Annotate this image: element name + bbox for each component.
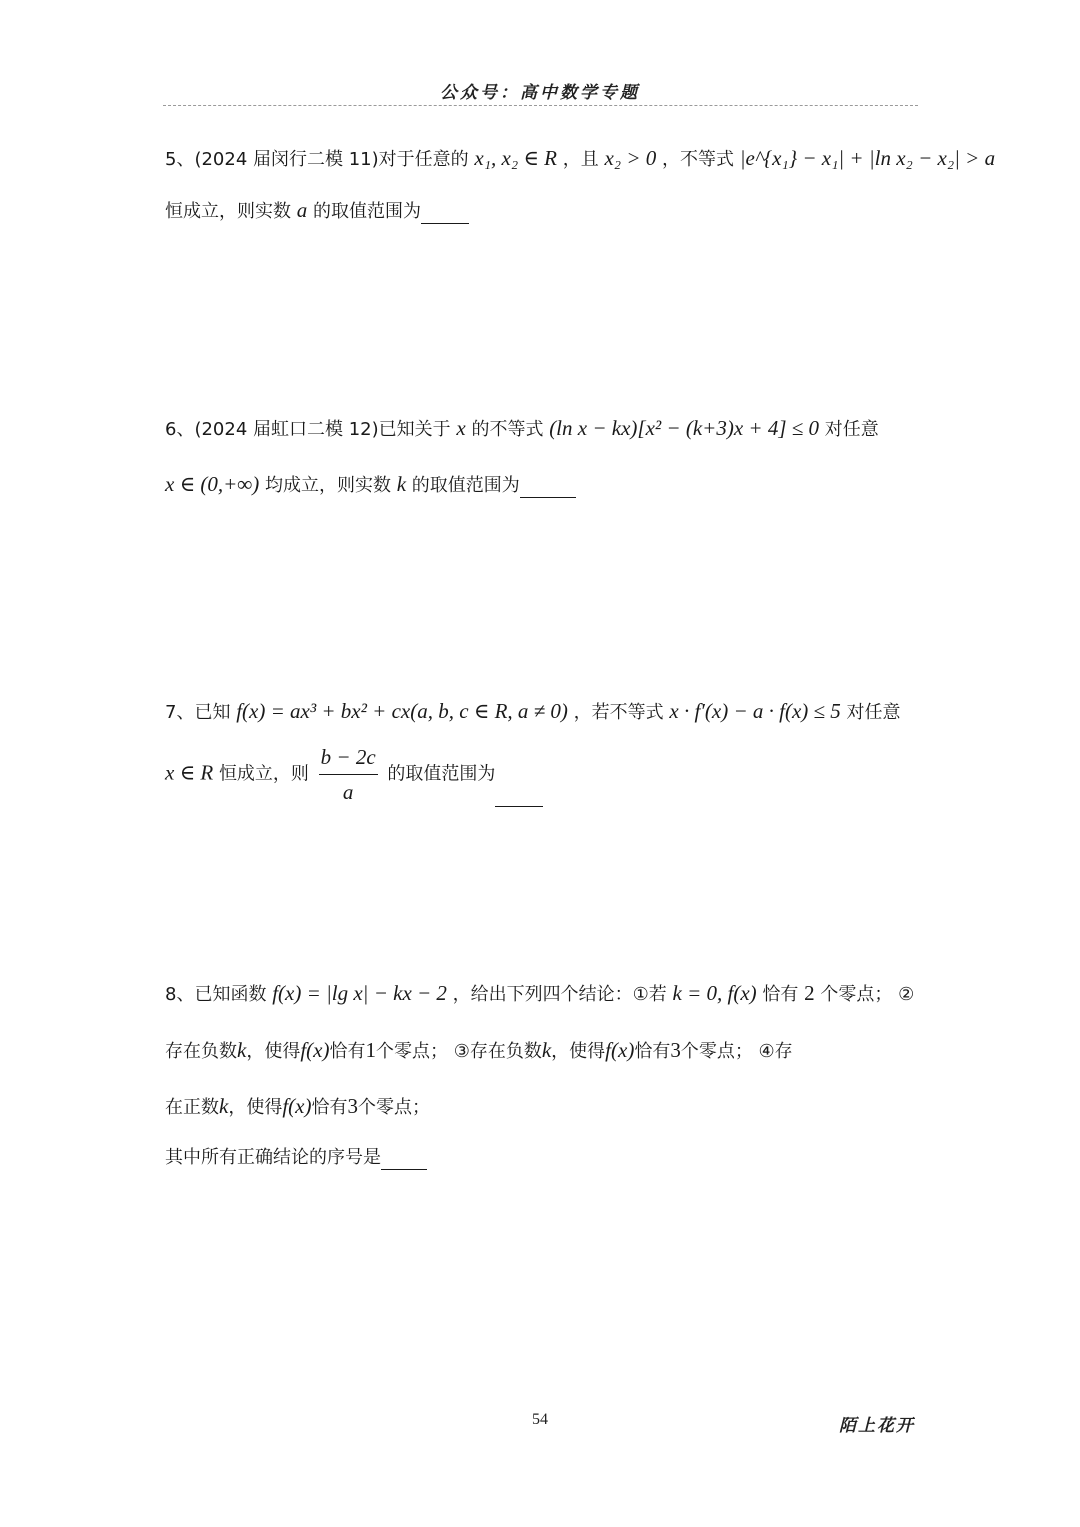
problem-8-lead: 8、已知函数 [165,984,267,1005]
problem-5-line-2-tail: 的取值范围为 [312,201,421,222]
problem-7-tail: 对任意 [846,702,901,723]
problem-7-domain: x ∈ R [165,760,214,785]
problem-8-line-2-c: 恰有 [329,1041,366,1062]
problem-8-var-k-3: k [219,1094,229,1118]
problem-5-mid: ，且 [562,149,599,170]
problem-8-line-2-a: 存在负数 [165,1041,237,1062]
problem-5-condition: x₁, x₂ ∈ R [474,146,558,170]
problem-8-mid-2: 恰有 [762,984,799,1005]
problem-8-count-3b: 3 [347,1094,358,1118]
problem-7-answer-blank [495,786,543,807]
problem-7-line-2-mid: 恒成立，则 [218,763,309,785]
problem-7-fraction-numerator: b − 2c [320,745,376,769]
problem-6-answer-blank [520,477,576,498]
problem-7-line-2 [165,742,543,807]
problem-8-count-1: 1 [365,1038,376,1062]
page-header-title: 公众号：高中数学专题 [440,83,640,103]
problem-8-mid: ，给出下列四个结论：①若 [452,984,667,1005]
problem-8-var-k: k [237,1038,247,1062]
footer-brand: 陌上花开 [839,1416,915,1436]
problem-6-mid: 的不等式 [471,419,544,440]
problem-7-function: f(x) = ax³ + bx² + cx(a, b, c ∈ R, a ≠ 0) [236,699,568,723]
problem-8-line-2 [165,1038,793,1064]
problem-8-line-1 [165,981,914,1007]
problem-8-line-2-b: ，使得 [246,1041,301,1062]
problem-8-line-3-b: ，使得 [228,1097,283,1118]
problem-8-count-2: 2 [804,981,815,1005]
problem-6-line-2 [165,472,576,498]
problem-7-fraction [319,742,378,807]
problem-6-line-2-mid: 均成立，则实数 [264,475,391,496]
problem-5-lead: 5、(2024 届闵行二模 11)对于任意的 [165,149,469,170]
problem-8-line-2-e: ，使得 [551,1041,606,1062]
problem-8-fx: f(x) [300,1038,330,1062]
header-divider [163,105,918,106]
problem-5-line-1 [165,146,995,172]
problem-6-lead: 6、(2024 届虹口二模 12)已知关于 [165,419,451,440]
problem-6-var-x: x [456,416,466,440]
problem-8-line-3-a: 在正数 [165,1097,219,1118]
problem-8-mid-3: 个零点； ② [820,984,915,1005]
problem-6-line-1 [165,416,879,442]
problem-8-line-2-f: 恰有 [634,1041,671,1062]
problem-7-mid: ，若不等式 [573,702,664,723]
problem-5-mid-2: ，不等式 [662,149,735,170]
problem-7-fraction-denominator: a [342,780,354,804]
problem-7-line-2-tail: 的取值范围为 [387,763,496,785]
problem-8-fx-2: f(x) [605,1038,635,1062]
problem-8-line-2-d: 个零点； ③存在负数 [375,1041,542,1062]
problem-6-line-2-tail: 的取值范围为 [411,475,520,496]
problem-8-line-3-c: 恰有 [311,1097,348,1118]
problem-7-line-1 [165,699,901,725]
problem-8-condition: k = 0, f(x) [672,981,757,1005]
problem-6-var-k: k [396,472,407,496]
problem-5-variable: a [296,198,308,222]
problem-8-answer-blank [381,1149,427,1170]
page-number: 54 [532,1411,548,1428]
problem-8-question: 其中所有正确结论的序号是 [165,1147,381,1168]
problem-6-tail: 对任意 [824,419,879,440]
problem-8-line-3 [165,1094,430,1120]
problem-8-function: f(x) = |lg x| − kx − 2 [272,981,447,1005]
problem-6-inequality: (ln x − kx)[x² − (k+3)x + 4] ≤ 0 [549,416,820,440]
problem-8-line-3-d: 个零点； [357,1097,430,1118]
problem-8-line-4 [165,1146,427,1170]
problem-8-count-3: 3 [670,1038,681,1062]
problem-7-lead: 7、已知 [165,702,231,723]
problem-8-line-2-g: 个零点； ④存 [680,1041,793,1062]
problem-8-var-k-2: k [541,1038,552,1062]
problem-5-inequality: |e^{x₁} − x₁| + |ln x₂ − x₂| > a [739,146,996,170]
problem-7-inequality: x · f′(x) − a · f(x) ≤ 5 [669,699,841,723]
problem-8-fx-3: f(x) [282,1094,312,1118]
problem-6-domain: x ∈ (0,+∞) [165,472,260,496]
problem-5-condition-2: x₂ > 0 [604,146,657,170]
problem-5-answer-blank [421,203,469,224]
problem-5-line-2-lead: 恒成立，则实数 [165,201,291,222]
problem-5-line-2 [165,198,469,224]
